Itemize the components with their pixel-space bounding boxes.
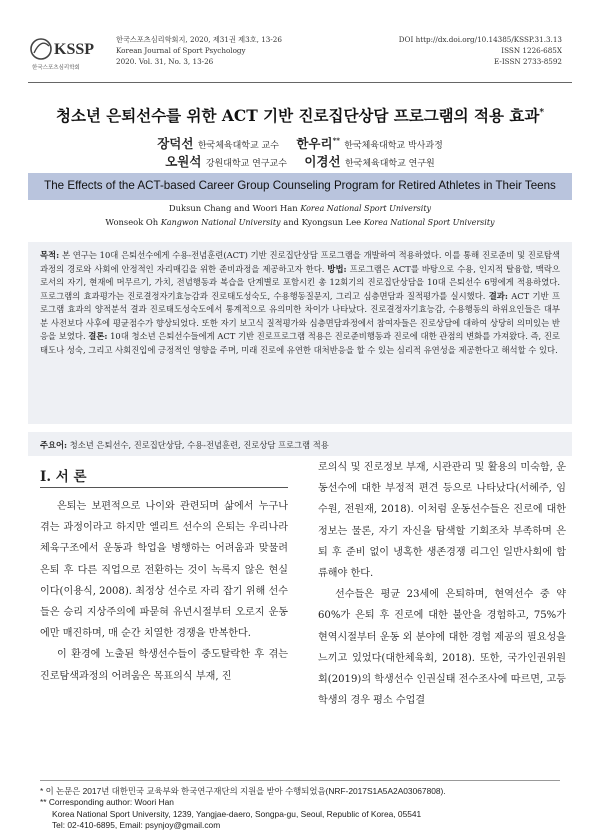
footnotes — [40, 786, 570, 831]
body-column-right — [318, 457, 566, 711]
author-affiliation: 한국체육대학교 교수 — [197, 141, 279, 151]
english-authors-2: Wonseok Oh Kangwon National University and Kyongsun Lee Korea National Sport University — [105, 217, 495, 227]
author-line-2 — [0, 152, 600, 170]
english-authors-1: Duksun Chang and Woori Han Korea National Sport University — [168, 203, 432, 213]
english-title: The Effects of the ACT-based Career Group Counseling Program for Retired Athletes in Their Teens — [44, 179, 556, 192]
journal-name-en: Korean Journal of Sport Psychology — [116, 46, 246, 55]
author-affiliation: 강원대학교 연구교수 — [205, 159, 287, 169]
issn: ISSN 1226-685X — [501, 46, 562, 55]
svg-text:한국스포츠심리학회: 한국스포츠심리학회 — [32, 65, 80, 71]
footnote-address: Korea National Sport University, 1239, Yangjae-daero, Songpa-gu, Seoul, Republic of Korea, 05541 — [52, 808, 422, 819]
paragraph: 선수들은 평균 23세에 은퇴하며, 현역선수 중 약 60%가 은퇴 후 진로에 대한 불안을 경험하고, 75%가 현역시절부터 운동 외 분야에 대한 경험 제공의 필요성을 느끼고 있었다(대한체육회, 2018). 또한, 국가인권위원회(2019)의 학생선수 인권실태 전수조사에 따르면, 고등학생의 경우 평소 수업결 — [318, 589, 566, 707]
section-rule — [40, 487, 288, 488]
author-affiliation: 한국체육대학교 박사과정 — [344, 141, 443, 151]
eissn: E-ISSN 2733-8592 — [494, 57, 562, 66]
footnote-funding: * 이 논문은 2017년 대한민국 교육부와 한국연구재단의 지원을 받아 수행되었음(NRF-2017S1A5A2A03067808). — [40, 786, 446, 796]
keywords: 주요어: 청소년 은퇴선수, 진로집단상담, 수용-전념훈련, 진로상담 프로그램 적용 — [40, 440, 329, 450]
journal-volume: 2020. Vol. 31, No. 3, 13-26 — [116, 57, 214, 66]
header-rule — [28, 82, 572, 83]
author-line-1: 장덕선 한국체육대학교 교수 한우리** 한국체육대학교 박사과정 — [157, 135, 443, 151]
author-name: 한우리 — [296, 136, 333, 151]
paper-title: 청소년 은퇴선수를 위한 ACT 기반 진로집단상담 프로그램의 적용 효과* — [55, 106, 545, 125]
body-column-left — [40, 496, 288, 687]
footnote-corresponding: ** Corresponding author: Woori Han — [40, 797, 174, 808]
author-affiliation: 한국체육대학교 연구원 — [344, 159, 435, 169]
journal-citation — [116, 34, 282, 67]
paragraph: 은퇴는 보편적으로 나이와 관련되며 삶에서 누구나 겪는 과정이라고 하지만 엘리트 선수의 은퇴는 우리나라 체육구조에서 운동과 학업을 병행하는 어려움과 맞물려 은퇴 후 다른 직업으로 전환하는 것이 녹록지 않은 현실이다(이용식, 2008). 최정상 선수로 자리 잡기 위해 선수들은 승리 지상주의에 파묻혀 유년시절부터 오로지 운동에만 매진하며, 매 순간 치열한 경쟁을 반복한다. — [40, 501, 288, 640]
paragraph: 로의식 및 진로정보 부재, 시관관리 및 활용의 미숙함, 운동선수에 대한 부정적 편견 등으로 나타났다(서혜주, 임수원, 전원재, 2018). 이처럼 운동선수들은 진로에 대한 정보는 물론, 자기 자신을 탐색할 기회조차 부족하며 은퇴 후 준비 없이 냉혹한 생존경쟁 리그인 일반사회에 합류해야 한다. — [318, 462, 566, 580]
author-name: 이경선 — [304, 154, 341, 169]
journal-logo — [28, 34, 108, 74]
footnote-contact[interactable]: Tel: 02-410-6895, Email: psynjoy@gmail.com — [52, 819, 221, 830]
journal-name-kr: 한국스포츠심리학회지, 2020, 제31권 제3호, 13-26 — [116, 35, 282, 44]
author-name: 장덕선 — [157, 136, 194, 151]
doi-block — [399, 34, 562, 67]
section-heading: I. 서 론 — [40, 469, 87, 485]
paragraph: 이 환경에 노출된 학생선수들이 중도탈락한 후 겪는 진로탐색과정의 어려움은 목표의식 부재, 진 — [40, 649, 288, 682]
svg-text:KSSP: KSSP — [54, 41, 95, 58]
footnote-rule — [40, 780, 560, 781]
doi-link[interactable]: DOI http://dx.doi.org/10.14385/KSSP.31.3.13 — [398, 35, 562, 44]
abstract-text: 목적: 본 연구는 10대 은퇴선수에게 수용-전념훈련(ACT) 기반 진로집단상담 프로그램을 개발하여 적용하였다. 이를 통해 진로준비 및 진로탐색 과정의 경로와 사회에 안정적인 자리매김을 위한 준비과정을 제공하고자 한다. 방법: 프로그램은 ACT를 바탕으로 수용, 인지적 탈융합, 맥락으로서의 자기, 현재에 머무르기, 가치, 전념행동과 복습을 단계별로 포함시킨 총 12회기의 진로집단상담을 10대 은퇴선수 6명에게 적용하였다. 프로그램의 효과평가는 진로결정자기효능감과 진로태도성숙도, 수용행동질문지, 그리고 심층면담과 질적평가를 실시했다. 결과: ACT 기반 프로그램 효과의 양적분석 결과 진로태도성숙도에서 통계적으로 유의미한 차이가 나타났다. 진로결정자기효능감, 수용행동의 하위요인들은 대부분 사전보다 사후에 평균점수가 향상되었다. 또한 자기 보고식 질적평가와 심층면담과정에서 참여자들은 진로상담에 대하여 상당히 의미있는 반응을 보였다. 결론: 10대 청소년 은퇴선수들에게 ACT 기반 진로프로그램 적용은 진로준비행동과 진로에 대한 관점의 변화를 가져왔다. 즉, 진로태도나 성숙, 그리고 사회진입에 긍정적인 영향을 주며, 미래 진로에 유연한 대처반응을 할 수 있는 심리적 유연성을 제공한다고 해석할 수 있다. — [40, 250, 560, 355]
author-name: 오원석 — [165, 154, 202, 169]
